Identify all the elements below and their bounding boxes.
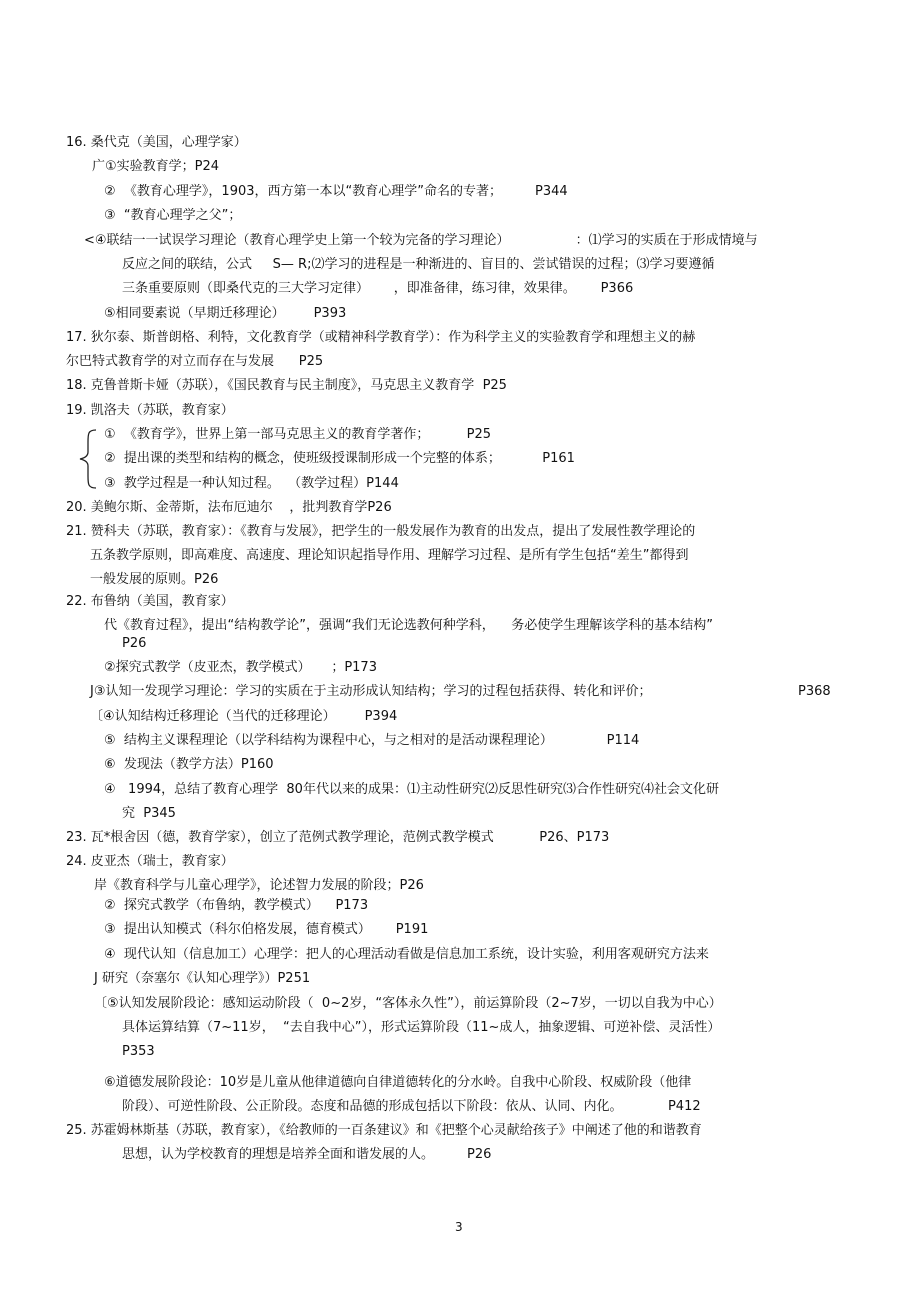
text-line: P353 (122, 1044, 155, 1059)
text-line: ④ 1994，总结了教育心理学 80年代以来的成果：⑴主动性研究⑵反思性研究⑶合作性研究⑷社会文化研 (104, 782, 719, 797)
text-line: ⑥ 发现法（教学方法）P160 (104, 757, 274, 772)
text-line: P26 (122, 636, 147, 651)
text-line: ④ 现代认知（信息加工）心理学：把人的心理活动看做是信息加工系统，设计实验，利用客观研究方法来 (104, 947, 709, 962)
text-line: 〔④认知结构迁移理论（当代的迁移理论） P394 (90, 709, 398, 724)
text-line: 一般发展的原则。P26 (90, 572, 219, 587)
text-line: ③ 提出认知模式（科尔伯格发展，德育模式） P191 (104, 922, 429, 937)
text-line: ② 探究式教学（布鲁纳，教学模式） P173 (104, 898, 369, 913)
text-line: ⑤相同要素说（早期迁移理论） P393 (104, 306, 347, 321)
text-line: ⑥道德发展阶段论：10岁是儿童从他律道德向自律道德转化的分水岭。自我中心阶段、权威阶段（他律 (104, 1075, 692, 1090)
text-line: 岸《教育科学与儿童心理学》，论述智力发展的阶段；P26 (94, 878, 424, 893)
text-line: 24. 皮亚杰（瑞士，教育家） (66, 854, 234, 869)
text-line: 〔⑤认知发展阶段论：感知运动阶段（ 0~2岁，“客体永久性”），前运算阶段（2~7岁，一切以自我为中心） (94, 996, 722, 1011)
page-number: 3 (455, 1220, 463, 1234)
text-line: 18. 克鲁普斯卡娅（苏联），《国民教育与民主制度》，马克思主义教育学 P25 (66, 378, 507, 393)
text-line: 20. 美鲍尔斯、金蒂斯，法布厄迪尔 ，批判教育学P26 (66, 500, 392, 515)
text-line: ③ “教育心理学之父”； (104, 208, 242, 223)
text-line: 阶段）、可逆性阶段、公正阶段。态度和品德的形成包括以下阶段：依从、认同、内化。 P412 (122, 1099, 701, 1114)
text-line: 17. 狄尔泰、斯普朗格、利特，文化教育学（或精神科学教育学）：作为科学主义的实验教育学和理想主义的赫 (66, 330, 696, 345)
text-line: ② 《教育心理学》，1903，西方第一本以“教育心理学”命名的专著； P344 (104, 184, 568, 199)
text-line: ① 《教育学》，世界上第一部马克思主义的教育学著作； P25 (104, 427, 491, 442)
text-line: 16. 桑代克（美国，心理学家） (66, 135, 247, 150)
text-line: J③认知一发现学习理论：学习的实质在于主动形成认知结构；学习的过程包括获得、转化和评价； (90, 684, 652, 699)
text-line: 22. 布鲁纳（美国，教育家） (66, 594, 234, 609)
text-line: ② 提出课的类型和结构的概念，使班级授课制形成一个完整的体系； P161 (104, 451, 575, 466)
text-line: 具体运算结算（7~11岁， “去自我中心”），形式运算阶段（11~成人，抽象逻辑、可逆补偿、灵活性） (122, 1020, 721, 1035)
text-line: 三条重要原则（即桑代克的三大学习定律） ，即准备律，练习律，效果律。 P366 (122, 281, 634, 296)
curly-brace-icon (76, 428, 98, 490)
text-line: P368 (798, 684, 831, 699)
text-line: 尔巴特式教育学的对立而存在与发展 P25 (66, 354, 324, 369)
text-line: 五条教学原则，即高难度、高速度、理论知识起指导作用、理解学习过程、是所有学生包括“差生”都得到 (90, 548, 689, 563)
text-line: 究 P345 (122, 806, 176, 821)
text-line: 广①实验教育学；P24 (92, 159, 220, 174)
text-line: 23. 瓦*根舍因（德，教育学家），创立了范例式教学理论，范例式教学模式 P26、P173 (66, 830, 610, 845)
text-line: 25. 苏霍姆林斯基（苏联，教育家），《给教师的一百条建议》和《把整个心灵献给孩子》中阐述了他的和谐教育 (66, 1123, 702, 1138)
text-line: 代《教育过程》，提出“结构教学论”，强调“我们无论选教何种学科， 务必使学生理解该学科的基本结构” (104, 618, 713, 633)
text-line: 思想，认为学校教育的理想是培养全面和谐发展的人。 P26 (122, 1147, 492, 1162)
text-line: <④联结一一试误学习理论（教育心理学史上第一个较为完备的学习理论） ：⑴学习的实质在于形成情境与 (84, 233, 758, 248)
text-line: 19. 凯洛夫（苏联，教育家） (66, 403, 234, 418)
text-line: 21. 赞科夫（苏联，教育家）：《教育与发展》，把学生的一般发展作为教育的出发点，提出了发展性教学理论的 (66, 524, 696, 539)
text-line: J 研究（奈塞尔《认知心理学》）P251 (94, 971, 311, 986)
text-line: 反应之间的联结，公式 S— R;⑵学习的进程是一种渐进的、盲目的、尝试错误的过程；⑶学习要遵循 (122, 257, 715, 272)
text-line: ③ 教学过程是一种认知过程。 （教学过程）P144 (104, 476, 399, 491)
text-line: ⑤ 结构主义课程理论（以学科结构为课程中心，与之相对的是活动课程理论） P114 (104, 733, 640, 748)
text-line: ②探究式教学（皮亚杰，教学模式） ；P173 (104, 660, 377, 675)
